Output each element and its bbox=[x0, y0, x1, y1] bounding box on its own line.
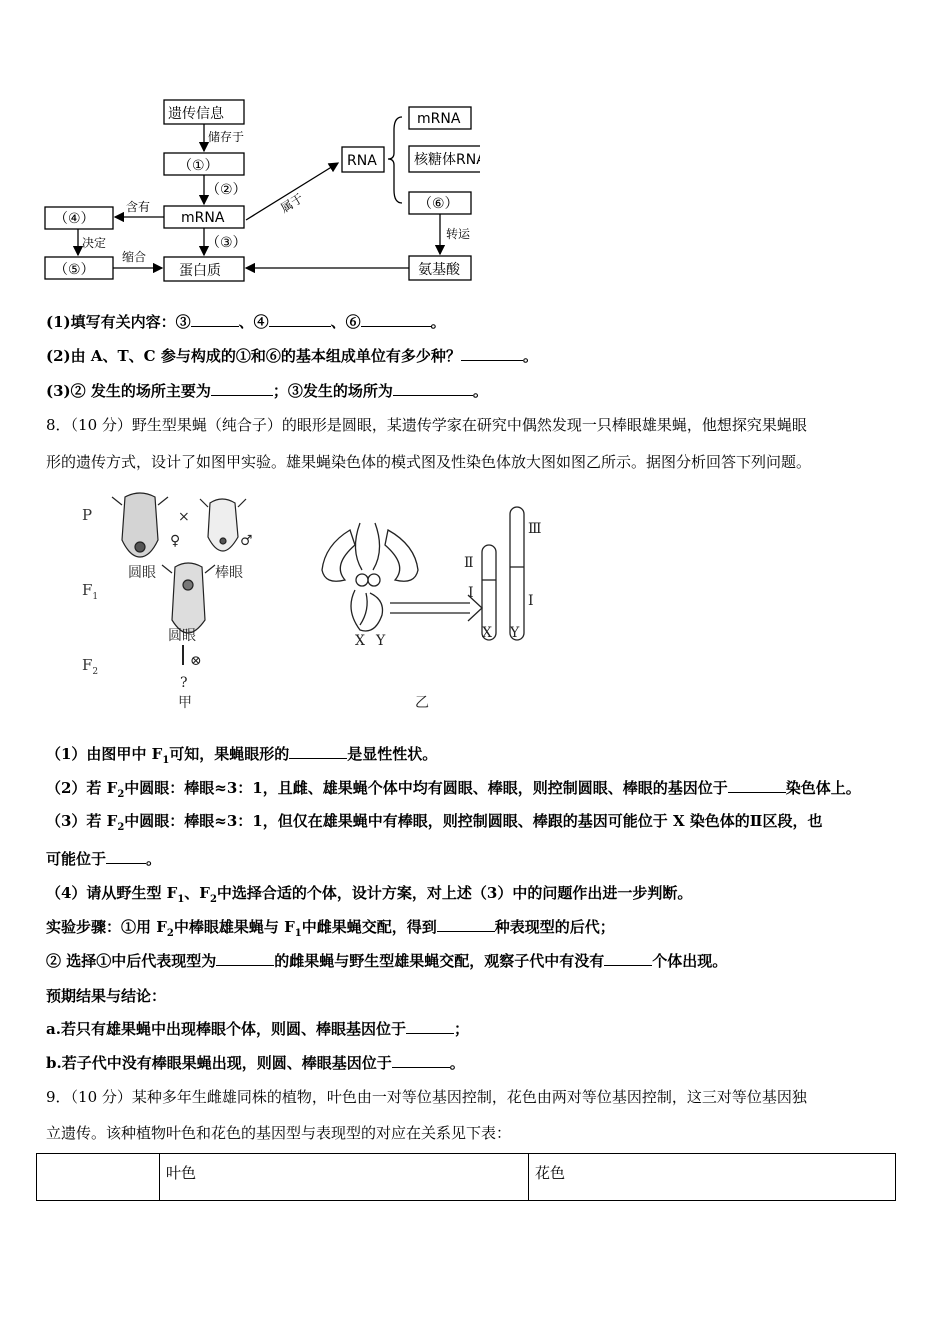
central-dogma-svg bbox=[40, 95, 480, 290]
blank-3[interactable] bbox=[191, 312, 239, 327]
blank-region[interactable] bbox=[106, 849, 146, 864]
label-yi: 乙 bbox=[415, 695, 429, 710]
q8-s3: （3）若 $F_2$中圆眼：棒眼≈3：1，但仅在雄果蝇中有棒眼，则控制圆眼、棒跟的基因可能位于 X 染色体的Ⅱ区段，也 bbox=[46, 812, 823, 833]
fly-figure-svg bbox=[70, 485, 550, 710]
genetic-info-label: 遗传信息 bbox=[168, 106, 224, 122]
blank-units[interactable] bbox=[461, 346, 523, 361]
q8-s2: （2）若 $F_2$中圆眼：棒眼≈3：1，且雌、雄果蝇个体中均有圆眼、棒眼，则控制圆眼、棒眼的基因位于 染色体上。 bbox=[46, 779, 861, 800]
q8-result-a: a.若只有雄果蝇中出现棒眼个体，则圆、棒眼基因位于 ； bbox=[46, 1020, 469, 1038]
fly-figure bbox=[70, 485, 550, 710]
label-f2: $F_2$ bbox=[82, 656, 99, 677]
label-y-large: Y bbox=[510, 625, 520, 641]
label-region-ii: Ⅱ bbox=[464, 555, 474, 571]
box4-label: （④） bbox=[54, 211, 95, 227]
protein-label: 蛋白质 bbox=[179, 263, 221, 279]
genotype-table bbox=[36, 1153, 896, 1201]
blank-result-a[interactable] bbox=[406, 1019, 454, 1034]
amino-acid-label: 氨基酸 bbox=[418, 262, 460, 278]
label-x-small: X bbox=[355, 633, 365, 649]
blank-chromosome[interactable] bbox=[728, 778, 786, 793]
round-eye-label: 圆眼 bbox=[128, 565, 156, 581]
table-header-empty bbox=[37, 1154, 160, 1201]
blank-phenotype-count[interactable] bbox=[437, 917, 495, 932]
condense-label: 缩合 bbox=[122, 250, 147, 264]
q8-expect: 预期结果与结论： bbox=[46, 987, 167, 1005]
q9-line1: 9．（10 分）某种多年生雌雄同株的植物，叶色由一对等位基因控制，花色由两对等位基因控制，这三对等位基因独 bbox=[46, 1088, 807, 1106]
bar-eye-label: 棒眼 bbox=[215, 565, 243, 581]
mrna-right-label: mRNA bbox=[417, 111, 461, 127]
blank-4[interactable] bbox=[269, 312, 331, 327]
box2-label: （②） bbox=[206, 182, 247, 198]
blank-result-b[interactable] bbox=[392, 1053, 450, 1068]
label-region-i-right: I bbox=[528, 593, 534, 609]
question-mark: ? bbox=[180, 675, 188, 691]
mrna-label: mRNA bbox=[181, 210, 225, 226]
label-y-small: Y bbox=[376, 633, 386, 649]
female-fly-drawing bbox=[112, 493, 168, 557]
box6-label: （⑥） bbox=[418, 196, 459, 212]
label-p: P bbox=[82, 506, 93, 524]
label-x-large: X bbox=[482, 625, 492, 641]
q8-step1: 实验步骤：①用 $F_2$中棒眼雄果蝇与 $F_1$中雌果蝇交配，得到 种表现型的后代； bbox=[46, 918, 615, 939]
blank-site-3[interactable] bbox=[393, 381, 473, 396]
q8-s1: （1）由图甲中 $F_1$可知，果蝇眼形的 是显性性状。 bbox=[46, 745, 438, 766]
label-jia: 甲 bbox=[178, 695, 192, 710]
box3-label: （③） bbox=[206, 235, 247, 251]
q7-part2: (2)由 A、T、C 参与构成的①和⑥的基本组成单位有多少种？ 。 bbox=[46, 347, 538, 365]
blank-6[interactable] bbox=[361, 312, 431, 327]
transport-label: 转运 bbox=[446, 227, 471, 241]
q8-s3-cont: 可能位于 。 bbox=[46, 850, 162, 868]
label-region-i-left: I bbox=[468, 585, 474, 601]
box1-label: （①） bbox=[178, 158, 219, 174]
label-f1: $F_1$ bbox=[82, 581, 99, 602]
table-row bbox=[37, 1154, 896, 1201]
belongs-to-label: 属于 bbox=[278, 190, 306, 216]
q8-step2: ② 选择①中后代表现型为 的雌果蝇与野生型雄果蝇交配，观察子代中有没有 个体出现。 bbox=[46, 952, 728, 970]
central-dogma-diagram bbox=[40, 95, 480, 290]
contains-label: 含有 bbox=[126, 200, 151, 214]
q7-part1: (1)填写有关内容：③ 、④ 、⑥ 。 bbox=[46, 313, 446, 331]
determines-label: 决定 bbox=[82, 236, 107, 250]
rna-label: RNA bbox=[347, 153, 377, 169]
blank-phenotype[interactable] bbox=[216, 951, 274, 966]
table-header-leaf-color: 叶色 bbox=[160, 1154, 529, 1201]
label-region-iii: Ⅲ bbox=[528, 521, 542, 537]
selfing-sign: ⊗ bbox=[190, 653, 202, 669]
blank-dominant[interactable] bbox=[289, 744, 347, 759]
q8-line2: 形的遗传方式，设计了如图甲实验。雄果蝇染色体的模式图及性染色体放大图如图乙所示。据图分析回答下列问题。 bbox=[46, 453, 812, 471]
rrna-label: 核糖体RNA bbox=[414, 152, 480, 168]
table-header-flower-color: 花色 bbox=[529, 1154, 896, 1201]
f1-fly-drawing bbox=[162, 563, 215, 665]
stored-in-label: 储存于 bbox=[208, 130, 245, 144]
blank-individual[interactable] bbox=[604, 951, 652, 966]
box5-label: （⑤） bbox=[54, 262, 95, 278]
f1-round-eye-label: 圆眼 bbox=[168, 628, 196, 644]
q8-s4: （4）请从野生型 $F_1$、$F_2$中选择合适的个体，设计方案，对上述（3）中的问题作出进一步判断。 bbox=[46, 884, 693, 905]
male-sign: ♂ bbox=[240, 533, 253, 549]
chromosome-set-drawing bbox=[322, 507, 524, 640]
q8-result-b: b.若子代中没有棒眼果蝇出现，则圆、棒眼基因位于 。 bbox=[46, 1054, 465, 1072]
blank-site-2[interactable] bbox=[211, 381, 273, 396]
q7-part3: (3)② 发生的场所主要为 ；③发生的场所为 。 bbox=[46, 382, 488, 400]
q8-line1: 8．（10 分）野生型果蝇（纯合子）的眼形是圆眼，某遗传学家在研究中偶然发现一只棒眼雄果蝇，他想探究果蝇眼 bbox=[46, 416, 807, 434]
q9-line2: 立遗传。该种植物叶色和花色的基因型与表现型的对应在关系见下表： bbox=[46, 1124, 512, 1142]
female-sign: ♀ bbox=[170, 533, 181, 549]
cross-sign: × bbox=[178, 509, 190, 525]
